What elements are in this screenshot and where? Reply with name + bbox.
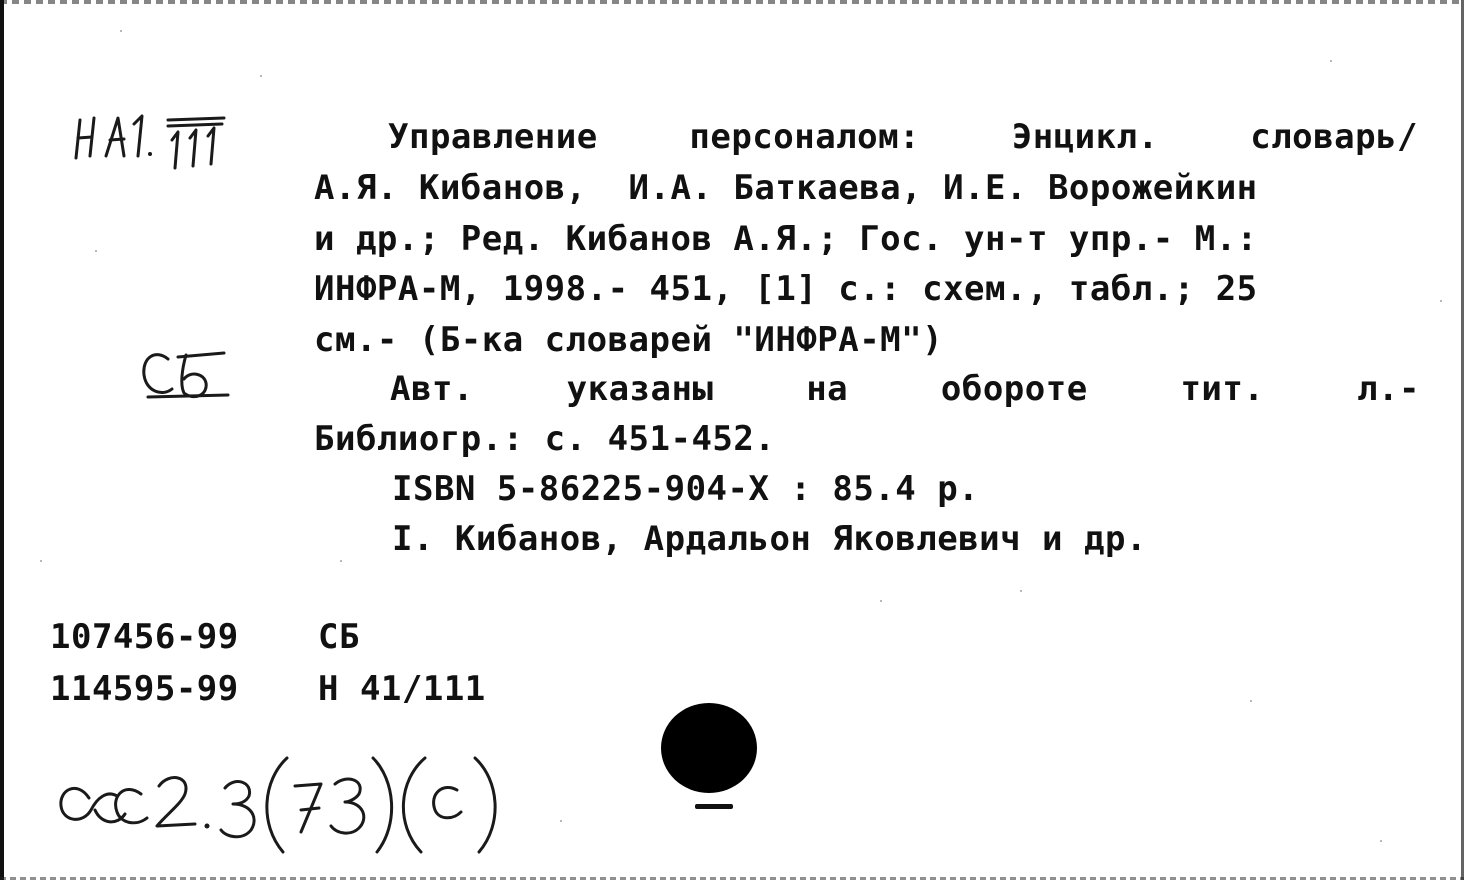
- scan-speck: [1330, 60, 1332, 62]
- title-word: Энцикл.: [1011, 117, 1159, 157]
- title-word: Управление: [388, 117, 598, 157]
- scan-speck: [1250, 700, 1252, 702]
- editor-line: и др.; Ред. Кибанов А.Я.; Гос. ун-т упр.- М.:: [314, 219, 1258, 259]
- note-word: указаны: [566, 369, 714, 409]
- note-word: Авт.: [390, 369, 474, 409]
- added-entry-line: I. Кибанов, Ардальон Яковлевич и др.: [392, 519, 1147, 559]
- scan-speck: [120, 30, 122, 32]
- scan-speck: [880, 600, 882, 602]
- scan-speck: [560, 820, 562, 822]
- publication-line: ИНФРА-М, 1998.- 451, [1] с.: схем., табл.; 25: [314, 269, 1258, 309]
- scan-speck: [1440, 300, 1442, 302]
- card-edge-top: [0, 0, 1464, 4]
- scan-speck: [40, 560, 42, 562]
- inventory-number: 107456-99: [50, 617, 239, 657]
- series-line: см.- (Б-ка словарей "ИНФРА-М"): [314, 320, 944, 360]
- note-word: тит.: [1180, 369, 1265, 409]
- card-edge-left: [0, 0, 4, 880]
- note-word: на: [806, 369, 849, 409]
- card-punch-hole-edge: [695, 804, 733, 809]
- title-word: персоналом:: [689, 117, 921, 157]
- note-word: л.-: [1357, 369, 1420, 409]
- scan-speck: [95, 250, 97, 252]
- scan-speck: [1380, 840, 1382, 842]
- scan-speck: [1020, 590, 1022, 592]
- isbn-line: ISBN 5-86225-904-X : 85.4 р.: [392, 469, 980, 509]
- authors-line: А.Я. Кибанов, И.А. Баткаева, И.Е. Ворожейкин: [314, 168, 1258, 208]
- card-punch-hole: [661, 703, 757, 793]
- scan-speck: [260, 75, 262, 77]
- holding-location: Н 41/111: [318, 669, 486, 709]
- handwritten-shelfmark: [72, 108, 232, 178]
- title-word: словарь/: [1250, 117, 1418, 157]
- title-line: [388, 117, 1418, 157]
- holding-location: СБ: [318, 617, 360, 657]
- handwritten-location: [138, 345, 238, 405]
- scan-speck: [340, 560, 342, 562]
- inventory-number: 114595-99: [50, 669, 239, 709]
- bibliography-line: Библиогр.: с. 451-452.: [314, 419, 776, 459]
- handwritten-classification: [55, 740, 515, 860]
- note-word: обороте: [940, 369, 1088, 409]
- note-line: [390, 369, 1420, 409]
